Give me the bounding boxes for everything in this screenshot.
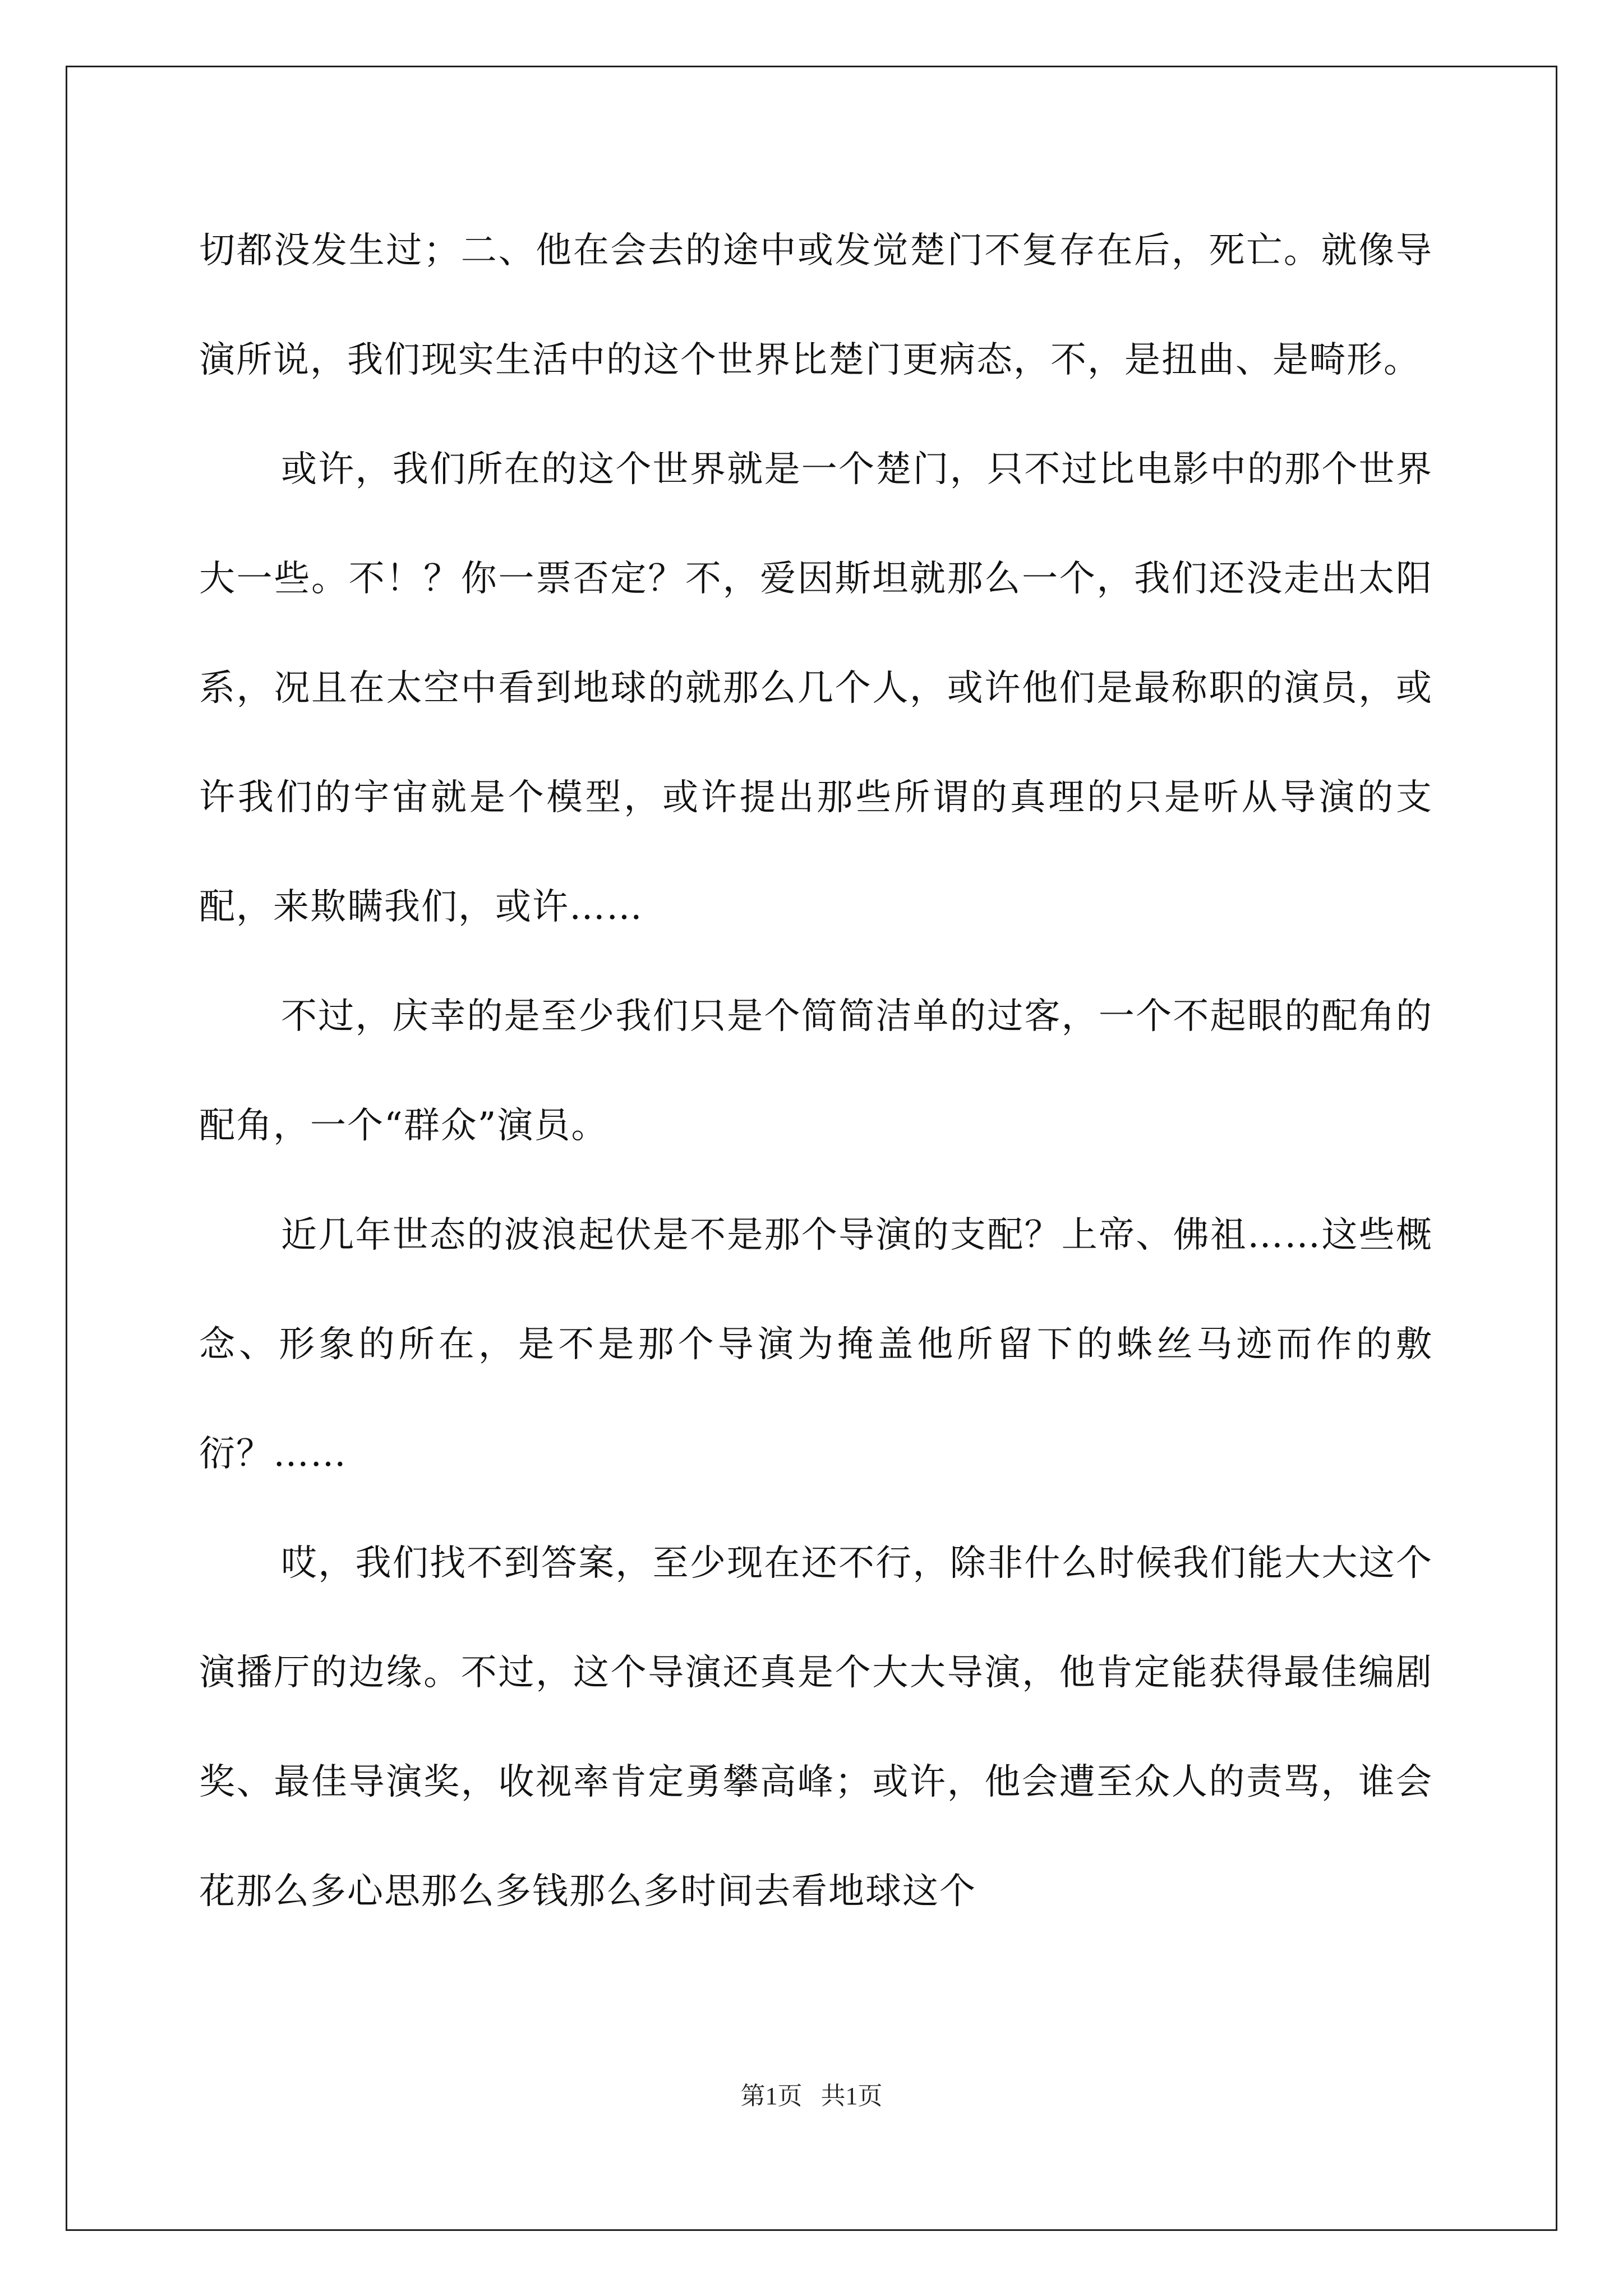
paragraph-1: 切都没发生过；二、他在会去的途中或发觉楚门不复存在后，死亡。就像导演所说，我们现实生活中的这个世界比楚门更病态，不，是扭曲、是畸形。 [199, 230, 1433, 381]
paragraph-3: 不过，庆幸的是至少我们只是个简简洁单的过客，一个不起眼的配角的配角，一个“群众”演员。 [199, 996, 1433, 1147]
page-footer: 第1页 共1页 [740, 2082, 883, 2110]
document-body [199, 196, 1433, 1947]
paragraph-4: 近几年世态的波浪起伏是不是那个导演的支配？上帝、佛祖……这些概念、形象的所在，是不是那个导演为掩盖他所留下的蛛丝马迹而作的敷衍？…… [199, 1214, 1433, 1475]
paragraph-5: 哎，我们找不到答案，至少现在还不行，除非什么时候我们能大大这个演播厅的边缘。不过，这个导演还真是个大大导演，他肯定能获得最佳编剧奖、最佳导演奖，收视率肯定勇攀高峰；或许，他会遭至众人的责骂，谁会花那么多心思那么多钱那么多时间去看地球这个 [199, 1543, 1433, 1912]
paragraph-2: 或许，我们所在的这个世界就是一个楚门，只不过比电影中的那个世界大一些。不！？你一票否定？不，爱因斯坦就那么一个，我们还没走出太阳系，况且在太空中看到地球的就那么几个人，或许他们是最称职的演员，或许我们的宇宙就是个模型，或许提出那些所谓的真理的只是听从导演的支配，来欺瞒我们，或许…… [199, 449, 1433, 928]
